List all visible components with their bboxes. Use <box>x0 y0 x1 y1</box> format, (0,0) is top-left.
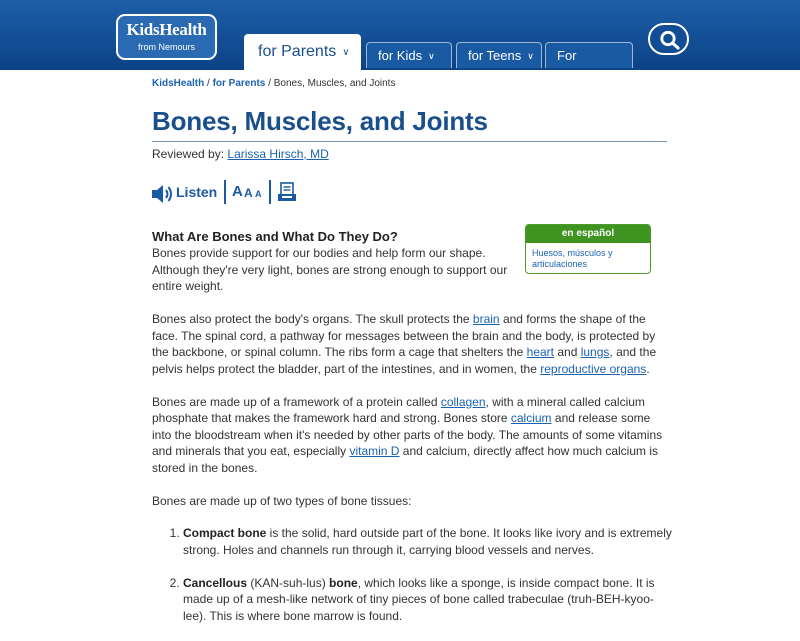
breadcrumb-for-parents[interactable]: for Parents <box>212 78 266 89</box>
listen-button[interactable] <box>150 178 220 208</box>
text: Bones also protect the body's organs. The skull protects the <box>152 312 473 326</box>
page-title: Bones, Muscles, and Joints <box>152 106 488 136</box>
text-size-medium-a: A <box>244 186 253 200</box>
tab-label: for Teens <box>468 48 522 63</box>
text-size-button[interactable] <box>232 178 266 208</box>
link-heart[interactable]: heart <box>526 345 555 359</box>
text: and forms the shape of the face. The spinal cord, a pathway for messages between the brain and the body, is protected by the backbone, or spinal column. The ribs form a cage that shelters the <box>152 312 656 359</box>
tab-for-educators[interactable] <box>545 42 633 89</box>
text: . <box>646 361 650 376</box>
logo-brand: KidsHealth <box>126 20 207 39</box>
print-icon <box>277 182 299 204</box>
tab-for-kids[interactable] <box>366 42 452 68</box>
search-button[interactable] <box>648 23 689 55</box>
breadcrumb <box>152 78 395 89</box>
term-compact-bone: Compact bone <box>183 526 267 540</box>
term-bone: bone <box>329 575 358 590</box>
link-reproductive-organs[interactable]: reproductive organs <box>540 361 647 376</box>
article-body <box>152 229 672 641</box>
speaker-icon <box>150 183 174 205</box>
tab-label: For Educators <box>557 48 616 89</box>
paragraph-2 <box>152 311 672 377</box>
listen-label: Listen <box>176 184 218 200</box>
search-icon <box>659 30 681 50</box>
text: and release some into the bloodstream when it's needed by other parts of the body. The amounts of some vitamins and minerals that you eat, especially <box>152 411 663 458</box>
link-vitamin-d[interactable]: vitamin D <box>349 444 400 458</box>
logo-subtitle: from Nemours <box>137 42 195 52</box>
paragraph-1: Bones provide support for our bodies and help form our shape. Although they're very light, bones are strong enough to support our entire weight. <box>152 246 508 293</box>
paragraph-3 <box>152 394 672 477</box>
breadcrumb-separator: / <box>207 78 210 89</box>
link-collagen[interactable]: collagen <box>440 394 486 409</box>
espanol-link[interactable]: Huesos, músculos y articulaciones <box>532 248 613 269</box>
text: is the solid, hard outside part of the bone. It looks like ivory and is extremely strong. Holes and channels run through it, carrying blood vessels and nerves. <box>183 526 672 557</box>
text: Bones are made up of a framework of a protein called <box>152 394 441 409</box>
print-button[interactable] <box>277 178 299 208</box>
tab-for-teens[interactable] <box>456 42 542 68</box>
link-brain[interactable]: brain <box>472 312 500 326</box>
text: and calcium, directly affect how much calcium is stored in the bones. <box>152 444 659 475</box>
chevron-down-icon: ∨ <box>527 51 534 61</box>
tab-label: for Kids <box>378 48 423 63</box>
text: , and the pelvis helps protect the bladder, part of the intestines, and in women, the <box>152 345 657 376</box>
link-lungs[interactable]: lungs <box>580 345 610 359</box>
tab-label: for Parents <box>258 43 337 60</box>
text-size-small-a: A <box>255 189 262 199</box>
breadcrumb-current: Bones, Muscles, and Joints <box>273 78 396 89</box>
tool-divider <box>269 180 271 204</box>
reviewed-by <box>152 147 329 161</box>
list-item <box>183 525 672 558</box>
text: , with a mineral called calcium phosphate that makes the framework hard and strong. Bones store <box>152 394 645 425</box>
reviewed-label: Reviewed by: <box>152 147 225 161</box>
breadcrumb-kidshealth[interactable]: KidsHealth <box>152 78 205 89</box>
paragraph-4: Bones are made up of two types of bone tissues: <box>152 493 412 508</box>
link-calcium[interactable]: calcium <box>510 411 552 425</box>
reviewer-link[interactable]: Larissa Hirsch, MD <box>227 147 329 161</box>
chevron-down-icon: ∨ <box>428 51 435 61</box>
text: , which looks like a sponge, is inside compact bone. It is made up of a mesh-like network of tiny pieces of bone called trabeculae (truh-BEH-kyoo-lee). This is where bone marrow is found. <box>183 575 655 623</box>
list-item <box>183 575 672 625</box>
title-divider <box>152 141 667 142</box>
text: and <box>554 345 581 359</box>
chevron-down-icon: ∨ <box>342 47 350 58</box>
espanol-header: en español <box>526 225 650 243</box>
tool-divider <box>224 180 226 204</box>
breadcrumb-separator: / <box>268 78 271 89</box>
text-size-large-a: A <box>232 183 243 200</box>
text: (KAN-suh-lus) <box>247 575 330 590</box>
term-cancellous: Cancellous <box>183 575 248 590</box>
kidshealth-logo[interactable] <box>116 14 217 60</box>
tab-for-parents[interactable] <box>244 34 361 70</box>
section-heading: What Are Bones and What Do They Do? <box>152 229 398 244</box>
bone-types-list <box>152 525 672 624</box>
